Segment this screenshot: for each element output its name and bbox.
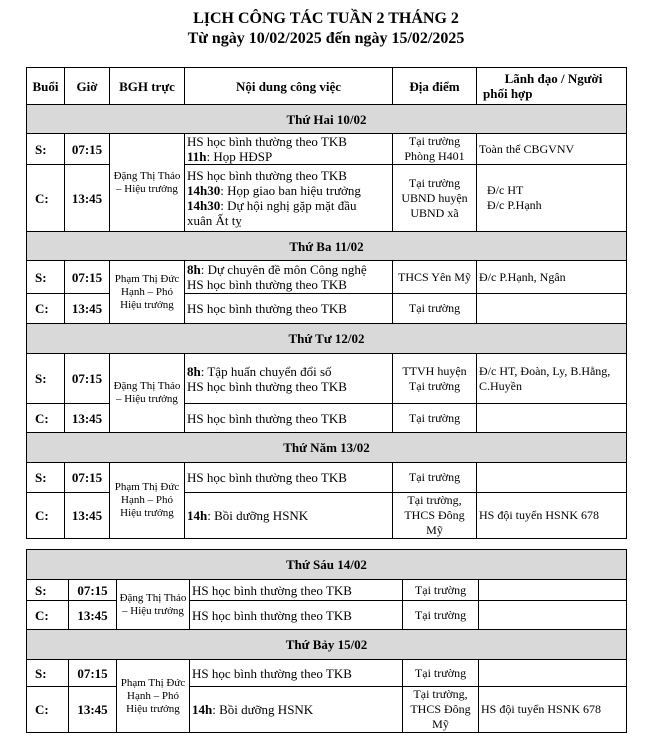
content-line [192, 583, 400, 598]
content-text: HS học bình thường theo TKB [187, 301, 347, 316]
bgh-cell: Phạm Thị Đức Hạnh – Phó Hiệu trưởng [110, 261, 185, 324]
content-text: HS học bình thường theo TKB [187, 277, 347, 292]
time-cell: 13:45 [65, 165, 110, 232]
content-line [187, 168, 390, 183]
col-header-bgh: BGH trực [110, 68, 185, 105]
place-line: THCS Đông [410, 702, 471, 716]
col-header-gio: Giờ [65, 68, 110, 105]
lead-cell [477, 404, 627, 433]
day-label: Thứ Bảy 15/02 [27, 630, 627, 660]
content-cell [185, 463, 393, 493]
place-line: Tại trường [408, 301, 461, 315]
place-cell [403, 601, 479, 630]
place-cell [403, 660, 479, 687]
col-header-lanhdao [477, 68, 627, 105]
content-line [187, 379, 390, 394]
place-line: Tại trường [408, 175, 461, 190]
content-cell [185, 354, 393, 404]
content-time-bold: 11h [187, 149, 207, 164]
lead-cell [479, 580, 627, 601]
content-line [187, 198, 390, 213]
lead-cell [479, 687, 627, 733]
bgh-cell: Phạm Thị Đức Hạnh – Phó Hiệu trưởng [110, 463, 185, 539]
lead-cell [477, 261, 627, 294]
bgh-cell: Phạm Thị Đức Hạnh – Phó Hiệu trưởng [117, 660, 190, 733]
day-label: Thứ Ba 11/02 [27, 232, 627, 261]
content-cell [190, 580, 403, 601]
content-cell [185, 134, 393, 165]
bgh-cell: Đặng Thị Thảo – Hiệu trưởng [117, 580, 190, 630]
content-time-bold: 14h [192, 702, 213, 717]
lead-cell [479, 660, 627, 687]
time-cell: 07:15 [69, 580, 117, 601]
place-line: Tại trường [408, 410, 461, 425]
col-header-noidung: Nội dung công việc [185, 68, 393, 105]
bgh-cell: Đặng Thị Thảo – Hiệu trưởng [110, 354, 185, 433]
lead-line: Đ/c P.Hạnh [487, 198, 542, 212]
session-cell: C: [27, 165, 65, 232]
place-line: Tại trường [408, 378, 461, 393]
lead-cell [477, 493, 627, 539]
content-text: HS học bình thường theo TKB [187, 470, 347, 485]
session-cell: S: [27, 354, 65, 404]
place-line: Tại trường [414, 607, 467, 622]
content-text: HS học bình thường theo TKB [192, 607, 352, 623]
lead-line: HS đội tuyển HSNK 678 [481, 702, 602, 716]
place-cell [393, 493, 477, 539]
content-time-bold: 8h [187, 363, 201, 379]
day-label: Thứ Hai 10/02 [27, 105, 627, 134]
place-line: THCS Đông [404, 508, 465, 522]
content-line [192, 666, 400, 681]
content-line [187, 411, 390, 426]
content-line [187, 301, 390, 316]
content-line [187, 277, 390, 292]
bgh-cell: Đặng Thị Thảo – Hiệu trưởng [110, 134, 185, 232]
content-text: : Dự chuyên đề môn Công nghệ [200, 262, 367, 277]
content-time-bold: 14h [187, 508, 208, 523]
lead-cell [477, 165, 627, 232]
session-cell: S: [27, 580, 69, 601]
page-title: LỊCH CÔNG TÁC TUẦN 2 THÁNG 2 [193, 10, 459, 27]
session-cell: S: [27, 261, 65, 294]
place-line: UBND xã [410, 205, 459, 220]
time-cell: 07:15 [65, 463, 110, 493]
place-line: Tại trường [414, 665, 467, 680]
content-line [192, 702, 400, 717]
lead-line: HS đội tuyển HSNK 678 [479, 508, 600, 522]
lead-line: Đ/c P.Hạnh, Ngân [479, 269, 566, 284]
session-cell: S: [27, 134, 65, 165]
session-cell: C: [27, 601, 69, 630]
content-text: HS học bình thường theo TKB [192, 665, 352, 681]
schedule-row [27, 261, 627, 294]
time-cell: 13:45 [65, 404, 110, 433]
content-text: HS học bình thường theo TKB [187, 168, 347, 183]
schedule-table-main [26, 67, 627, 539]
lead-cell [477, 463, 627, 493]
day-header-row [27, 433, 627, 463]
day-label: Thứ Năm 13/02 [27, 433, 627, 463]
content-line [187, 262, 390, 277]
place-line: Tại trường, [407, 493, 462, 507]
content-line [187, 364, 390, 379]
place-line: Mỹ [432, 717, 449, 731]
session-cell: S: [27, 463, 65, 493]
content-text: : Dự hội nghị gặp mặt đầu [220, 198, 357, 213]
place-line: Tại trường [408, 470, 461, 484]
day-header-row [27, 105, 627, 134]
place-line: Tại trường [408, 134, 461, 148]
content-text: HS học bình thường theo TKB [187, 378, 347, 394]
place-cell [403, 580, 479, 601]
place-line: Mỹ [426, 523, 443, 537]
day-header-row [27, 630, 627, 660]
content-line [187, 213, 390, 228]
content-line [192, 608, 400, 623]
content-cell [185, 493, 393, 539]
content-line [187, 149, 390, 164]
lead-line: C.Huyền [479, 378, 522, 393]
lead-line: Toàn thể CBGVNV [479, 141, 575, 156]
lead-line: Đ/c HT, Đoàn, Ly, B.Hằng, [479, 363, 611, 378]
session-cell: S: [27, 660, 69, 687]
place-line: Tại trường [414, 582, 467, 597]
lead-cell [477, 354, 627, 404]
session-cell: C: [27, 404, 65, 433]
time-cell: 13:45 [69, 601, 117, 630]
content-text: : Họp giao ban hiệu trưởng [220, 183, 361, 198]
place-cell [393, 404, 477, 433]
content-line [187, 183, 390, 198]
place-cell [393, 165, 477, 232]
lead-cell [477, 294, 627, 324]
col-header-lanhdao-line2: phối hợp [483, 86, 533, 101]
place-cell [393, 134, 477, 165]
content-cell [185, 294, 393, 324]
content-time-bold: 8h [187, 262, 201, 277]
content-cell [190, 601, 403, 630]
content-cell [185, 261, 393, 294]
table-header-row [27, 68, 627, 105]
day-header-row [27, 232, 627, 261]
content-cell [185, 404, 393, 433]
content-text: : Họp HĐSP [206, 149, 273, 164]
place-cell [393, 354, 477, 404]
col-header-buoi: Buổi [27, 68, 65, 105]
day-label: Thứ Tư 12/02 [27, 324, 627, 354]
content-text: HS học bình thường theo TKB [187, 410, 347, 426]
place-cell [393, 261, 477, 294]
time-cell: 13:45 [65, 294, 110, 324]
place-cell [403, 687, 479, 733]
content-cell [190, 660, 403, 687]
content-text: : Bồi dưỡng HSNK [212, 702, 314, 717]
content-line [187, 134, 390, 149]
time-cell: 07:15 [65, 261, 110, 294]
day-label: Thứ Sáu 14/02 [27, 550, 627, 580]
schedule-table-second [26, 549, 627, 733]
content-line [187, 508, 390, 523]
col-header-diadiem: Địa điểm [393, 68, 477, 105]
schedule-row [27, 134, 627, 165]
time-cell: 13:45 [65, 493, 110, 539]
page-subtitle: Từ ngày 10/02/2025 đến ngày 15/02/2025 [187, 30, 465, 47]
content-line [187, 470, 390, 485]
time-cell: 07:15 [65, 134, 110, 165]
lead-line: Đ/c HT [487, 183, 524, 197]
place-line: TTVH huyện [402, 363, 467, 378]
lead-cell [479, 601, 627, 630]
day-header-row [27, 550, 627, 580]
content-text: : Bồi dưỡng HSNK [207, 508, 309, 523]
content-text: : Tập huấn chuyển đổi số [200, 363, 332, 379]
place-line: UBND huyện [401, 190, 468, 205]
day-header-row [27, 324, 627, 354]
session-cell: C: [27, 687, 69, 733]
col-header-lanhdao-line1: Lãnh đạo / Người [504, 71, 603, 86]
schedule-row [27, 463, 627, 493]
time-cell: 13:45 [69, 687, 117, 733]
content-time-bold: 14h30 [187, 198, 221, 213]
time-cell: 07:15 [69, 660, 117, 687]
schedule-row [27, 660, 627, 687]
place-cell [393, 294, 477, 324]
content-text: HS học bình thường theo TKB [187, 134, 347, 149]
schedule-row [27, 354, 627, 404]
schedule-row [27, 580, 627, 601]
place-line: Phòng H401 [404, 149, 465, 163]
content-cell [190, 687, 403, 733]
place-cell [393, 463, 477, 493]
place-line: THCS Yên Mỹ [398, 269, 471, 284]
session-cell: C: [27, 294, 65, 324]
time-cell: 07:15 [65, 354, 110, 404]
content-text: HS học bình thường theo TKB [192, 582, 352, 598]
session-cell: C: [27, 493, 65, 539]
place-line: Tại trường, [413, 687, 468, 701]
content-text: xuân Ất tỵ [187, 213, 242, 228]
content-cell [185, 165, 393, 232]
content-time-bold: 14h30 [187, 183, 221, 198]
lead-cell [477, 134, 627, 165]
